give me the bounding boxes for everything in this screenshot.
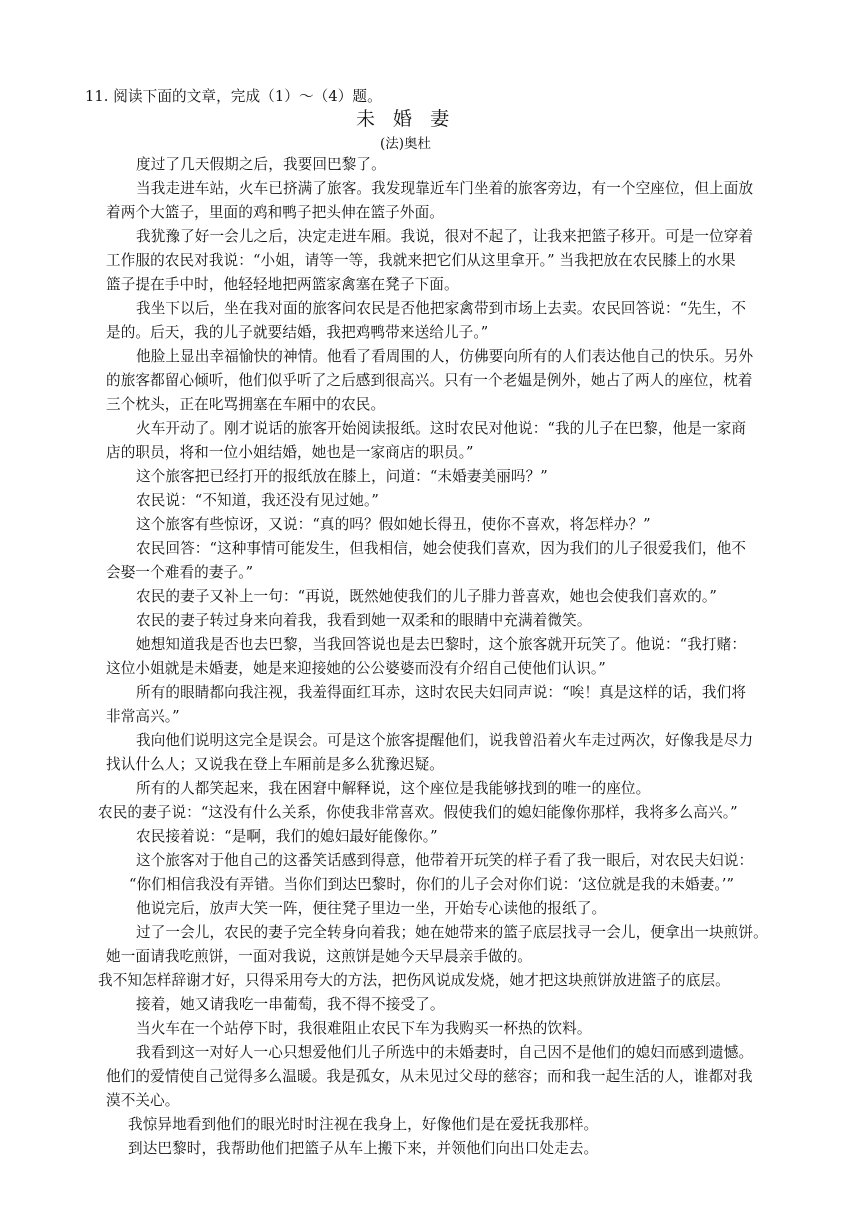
text-line: 三个枕头，正在叱骂拥塞在车厢中的农民。: [106, 396, 386, 413]
text-line: 找认什么人；又说我在登上车厢前是多么犹豫迟疑。: [106, 756, 444, 773]
text-line: 所有的人都笑起来，我在困窘中解释说，这个座位是我能够找到的唯一的座位。: [136, 780, 651, 797]
text-line: 她一面请我吃煎饼，一面对我说，这煎饼是她今天早晨亲手做的。: [106, 948, 533, 965]
text-line: 是的。后天，我的儿子就要结婚，我把鸡鸭带来送给儿子。”: [106, 324, 489, 341]
text-line: “你们相信我没有弄错。当你们到达巴黎时，你们的儿子会对你们说：‘这位就是我的未婚妻。’”: [129, 876, 735, 893]
text-line: 农民回答：“这种事情可能发生，但我相信，她会使我们喜欢，因为我们的儿子很爱我们，他不: [136, 540, 747, 557]
text-line: 我向他们说明这完全是误会。可是这个旅客提醒他们，说我曾沿着火车走过两次，好像我是尽力: [136, 732, 754, 749]
text-line: 接着，她又请我吃一串葡萄，我不得不接受了。: [136, 996, 445, 1013]
text-line: 我惊异地看到他们的眼光时时注视在我身上，好像他们是在爱抚我那样。: [128, 1116, 599, 1133]
text-line: 漠不关心。: [106, 1092, 180, 1109]
text-line: 农民的妻子又补上一句：“再说，既然她使我们的儿子腓力普喜欢，她也会使我们喜欢的。”: [136, 588, 717, 605]
text-line: 所有的眼睛都向我注视，我羞得面红耳赤，这时农民夫妇同声说：“唉！真是这样的话，我们将: [136, 684, 747, 701]
text-line: 我不知怎样辞谢才好，只得采用夸大的方法，把伤风说成发烧，她才把这块煎饼放进篮子的底层。: [98, 972, 730, 989]
text-line: 到达巴黎时，我帮助他们把篮子从车上搬下来，并领他们向出口处走去。: [128, 1140, 599, 1157]
text-line: 着两个大篮子，里面的鸡和鸭子把头伸在篮子外面。: [106, 204, 444, 221]
text-line: 农民的妻子转过身来向着我，我看到她一双柔和的眼睛中充满着微笑。: [136, 612, 592, 629]
text-line: 篮子提在手中时，他轻轻地把两篮家禽塞在凳子下面。: [106, 276, 459, 293]
text-line: 这个旅客对于他自己的这番笑话感到得意，他带着开玩笑的样子看了我一眼后，对农民夫妇说：: [136, 852, 754, 869]
text-line: 这个旅客有些惊讶，又说：“真的吗？假如她长得丑，使你不喜欢，将怎样办？”: [136, 516, 651, 533]
text-line: 当火车在一个站停下时，我很难阻止农民下车为我购买一杯热的饮料。: [136, 1020, 592, 1037]
text-line: 过了一会儿，农民的妻子完全转身向着我；她在她带来的篮子底层找寻一会儿，便拿出一块煎饼。: [136, 924, 768, 941]
text-line: 当我走进车站，火车已挤满了旅客。我发现靠近车门坐着的旅客旁边，有一个空座位，但上面放: [136, 180, 754, 197]
text-line: 他脸上显出幸福愉快的神情。他看了看周围的人，仿佛要向所有的人们表达他自己的快乐。另外: [136, 348, 754, 365]
text-line: 他说完后，放声大笑一阵，便往凳子里边一坐，开始专心读他的报纸了。: [136, 900, 607, 917]
text-line: 工作服的农民对我说：“小姐，请等一等，我就来把它们从这里拿开。” 当我把放在农民膝上的水果: [106, 252, 736, 269]
article-title: 未 婚 妻: [356, 108, 456, 130]
text-line: 我犹豫了好一会儿之后，决定走进车厢。我说，很对不起了，让我来把篮子移开。可是一位穿着: [136, 228, 754, 245]
text-line: 非常高兴。”: [106, 708, 180, 725]
text-line: 农民说：“不知道，我还没有见过她。”: [136, 492, 379, 509]
text-line: 度过了几天假期之后，我要回巴黎了。: [136, 156, 386, 173]
text-line: 我坐下以后，坐在我对面的旅客问农民是否他把家禽带到市场上去卖。农民回答说：“先生，不: [136, 300, 747, 317]
text-line: 她想知道我是否也去巴黎，当我回答说也是去巴黎时，这个旅客就开玩笑了。他说：“我打赌：: [136, 636, 747, 653]
article-author: (法)奥杜: [380, 136, 432, 152]
question-heading: 11. 阅读下面的文章，完成（1）～（4）题。: [85, 88, 382, 105]
text-line: 火车开动了。刚才说话的旅客开始阅读报纸。这时农民对他说：“我的儿子在巴黎，他是一家商: [136, 420, 747, 437]
text-line: 的旅客都留心倾听，他们似乎听了之后感到很高兴。只有一个老媪是例外，她占了两人的座位，枕着: [106, 372, 753, 389]
text-line: 农民的妻子说：“这没有什么关系，你使我非常喜欢。假使我们的媳妇能像你那样，我将多么高兴。”: [98, 804, 738, 821]
text-line: 他们的爱情使自己觉得多么温暖。我是孤女，从未见过父母的慈容；而和我一起生活的人，谁都对我: [106, 1068, 753, 1085]
text-line: 这个旅客把已经打开的报纸放在膝上，问道：“未婚妻美丽吗？”: [136, 468, 548, 485]
text-line: 这位小姐就是未婚妻，她是来迎接她的公公婆婆而没有介绍自己使他们认识。”: [106, 660, 606, 677]
text-line: 会娶一个难看的妻子。”: [106, 564, 254, 581]
text-line: 店的职员，将和一位小姐结婚，她也是一家商店的职员。”: [106, 444, 474, 461]
text-line: 我看到这一对好人一心只想爱他们儿子所选中的未婚妻时，自己因不是他们的媳妇而感到遗憾。: [136, 1044, 754, 1061]
text-line: 农民接着说：“是啊，我们的媳妇最好能像你。”: [136, 828, 438, 845]
